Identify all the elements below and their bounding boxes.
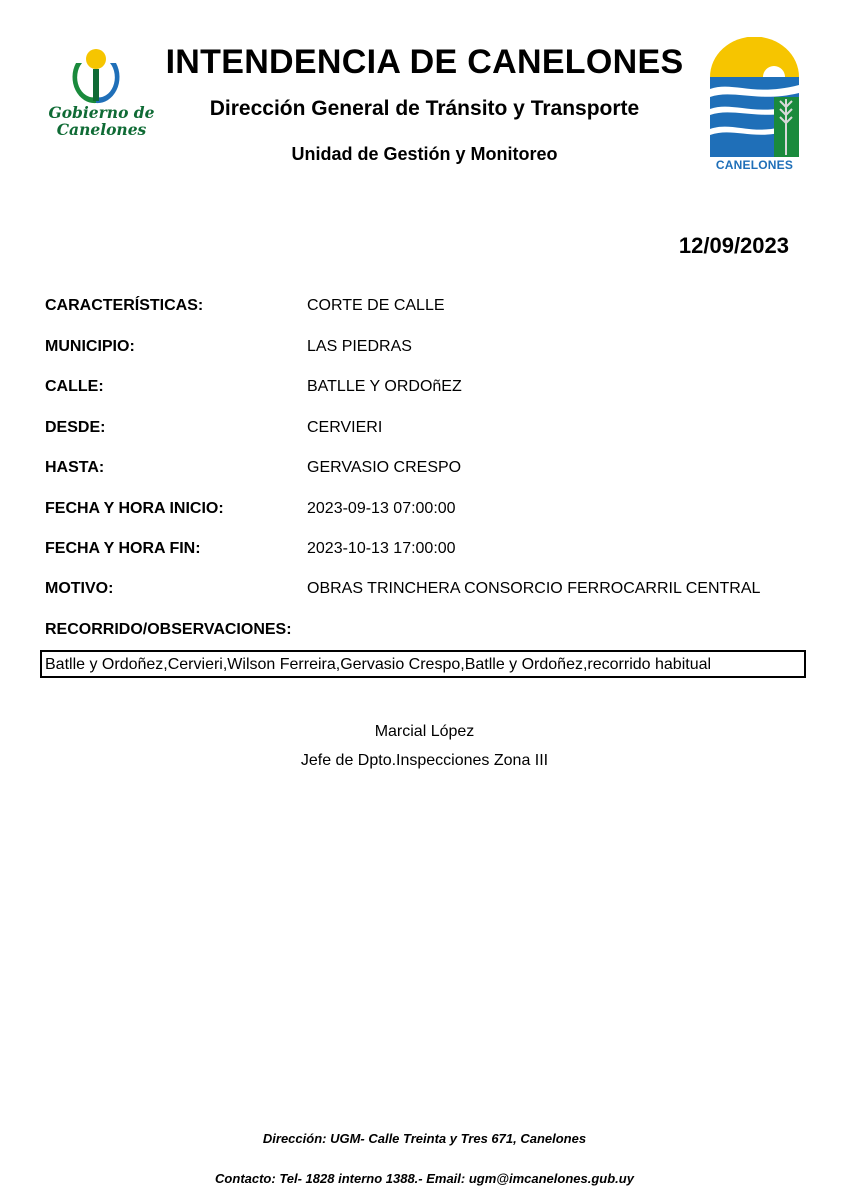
field-label-calle: CALLE:: [45, 378, 104, 395]
canelones-logo: [708, 37, 801, 177]
footer-address: Dirección: UGM- Calle Treinta y Tres 671, Canelones: [262, 1131, 587, 1146]
page-title: INTENDENCIA DE CANELONES: [165, 43, 684, 81]
field-label-desde: DESDE:: [45, 419, 106, 436]
signature-name: Marcial López: [374, 723, 475, 740]
gobierno-logo-line1: Gobierno de: [48, 103, 155, 122]
field-value-desde: CERVIERI: [307, 419, 383, 436]
canelones-logo-text: CANELONES: [715, 158, 794, 172]
field-value-fecha-fin: 2023-10-13 17:00:00: [307, 540, 456, 557]
page-subtitle: Dirección General de Tránsito y Transporte: [209, 97, 640, 120]
field-value-hasta: GERVASIO CRESPO: [307, 459, 462, 476]
field-label-motivo: MOTIVO:: [45, 580, 114, 597]
field-value-caracteristicas: CORTE DE CALLE: [307, 297, 445, 314]
document-date: 12/09/2023: [678, 233, 789, 258]
observations-label: RECORRIDO/OBSERVACIONES:: [45, 621, 292, 638]
field-label-caracteristicas: CARACTERÍSTICAS:: [45, 297, 204, 314]
field-label-hasta: HASTA:: [45, 459, 105, 476]
gobierno-logo-line2: Canelones: [56, 120, 147, 139]
signature-role: Jefe de Dpto.Inspecciones Zona III: [300, 752, 549, 769]
footer-contact: Contacto: Tel- 1828 interno 1388.- Email: ugm@imcanelones.gub.uy: [215, 1171, 634, 1186]
field-label-fecha-inicio: FECHA Y HORA INICIO:: [45, 500, 224, 517]
unit-name: Unidad de Gestión y Monitoreo: [291, 144, 558, 164]
observations-text: Batlle y Ordoñez,Cervieri,Wilson Ferreira,Gervasio Crespo,Batlle y Ordoñez,recorrido habitual: [45, 656, 712, 673]
observations-box: [40, 650, 806, 678]
field-value-municipio: LAS PIEDRAS: [307, 338, 412, 355]
field-label-municipio: MUNICIPIO:: [45, 338, 135, 355]
field-value-motivo: OBRAS TRINCHERA CONSORCIO FERROCARRIL CENTRAL: [307, 580, 761, 597]
field-label-fecha-fin: FECHA Y HORA FIN:: [45, 540, 201, 557]
field-value-calle: BATLLE Y ORDOñEZ: [307, 378, 462, 395]
field-value-fecha-inicio: 2023-09-13 07:00:00: [307, 500, 456, 517]
